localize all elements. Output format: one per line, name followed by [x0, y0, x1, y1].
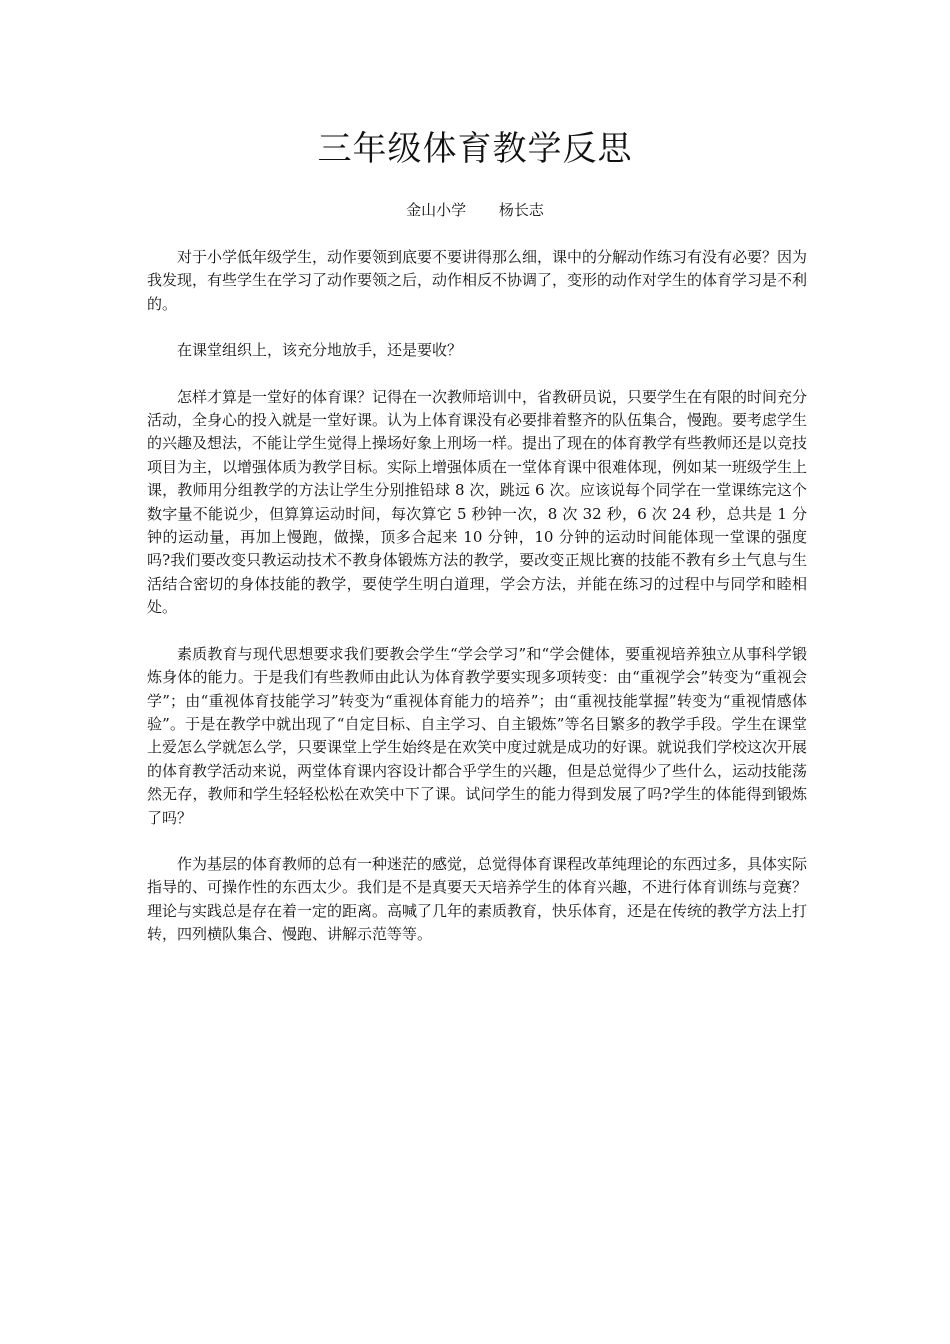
document-body — [147, 246, 807, 970]
paragraph-4: 素质教育与现代思想要求我们要教会学生“学会学习”和“学会健体，要重视培养独立从事科学锻炼身体的能力。于是我们有些教师由此认为体育教学要实现多项转变：由“重视学会”转变为“重视会学”；由“重视体育技能学习”转变为“重视体育能力的培养”；由“重视技能掌握”转变为“重视情感体验”。于是在教学中就出现了“自定目标、自主学习、自主锻炼”等名目繁多的教学手段。学生在课堂上爱怎么学就怎么学，只要课堂上学生始终是在欢笑中度过就是成功的好课。就说我们学校这次开展的体育教学活动来说，两堂体育课内容设计都合乎学生的兴趣，但是总觉得少了些什么，运动技能荡然无存，教师和学生轻轻松松在欢笑中下了课。试问学生的能力得到发展了吗?学生的体能得到锻炼了吗？ — [147, 644, 808, 827]
paragraph-3: 怎样才算是一堂好的体育课？记得在一次教师培训中，省教研员说，只要学生在有限的时间充分活动，全身心的投入就是一堂好课。认为上体育课没有必要排着整齐的队伍集合，慢跑。要考虑学生的兴趣及想法，不能让学生觉得上操场好象上刑场一样。提出了现在的体育教学有些教师还是以竞技项目为主，以增强体质为教学目标。实际上增强体质在一堂体育课中很难体现，例如某一班级学生上课，教师用分组教学的方法让学生分别推铅球 8 次，跳远 6 次。应该说每个同学在一堂课练完这个数字量不能说少，但算算运动时间，每次算它 5 秒钟一次，8 次 32 秒，6 次 24 秒，总共是 1 分钟的运动量，再加上慢跑，做操，顶多合起来 10 分钟，10 分钟的运动时间能体现一堂课的强度吗?我们要改变只教运动技术不教身体锻炼方法的教学，要改变正规比赛的技能不教有乡土气息与生活结合密切的身体技能的教学，要使学生明白道理，学会方法，并能在练习的过程中与同学和睦相处。 — [147, 387, 808, 617]
document-title: 三年级体育教学反思 — [317, 129, 633, 169]
paragraph-2: 在课堂组织上，该充分地放手，还是要收？ — [177, 341, 463, 360]
byline — [0, 200, 950, 220]
paragraph-1: 对于小学低年级学生，动作要领到底要不要讲得那么细，课中的分解动作练习有没有必要？因为我发现，有些学生在学习了动作要领之后，动作相反不协调了，变形的动作对学生的体育学习是不利的。 — [147, 248, 808, 313]
school-name: 金山小学 — [406, 201, 467, 219]
paragraph-5: 作为基层的体育教师的总有一种迷茫的感觉，总觉得体育课程改革纯理论的东西过多，具体实际指导的、可操作性的东西太少。我们是不是真要天天培养学生的体育兴趣，不进行体育训练与竞赛？理论与实践总是存在着一定的距离。高喊了几年的素质教育，快乐体育，还是在传统的教学方法上打转，四列横队集合、慢跑、讲解示范等等。 — [147, 854, 808, 944]
author-name: 杨长志 — [498, 201, 544, 219]
